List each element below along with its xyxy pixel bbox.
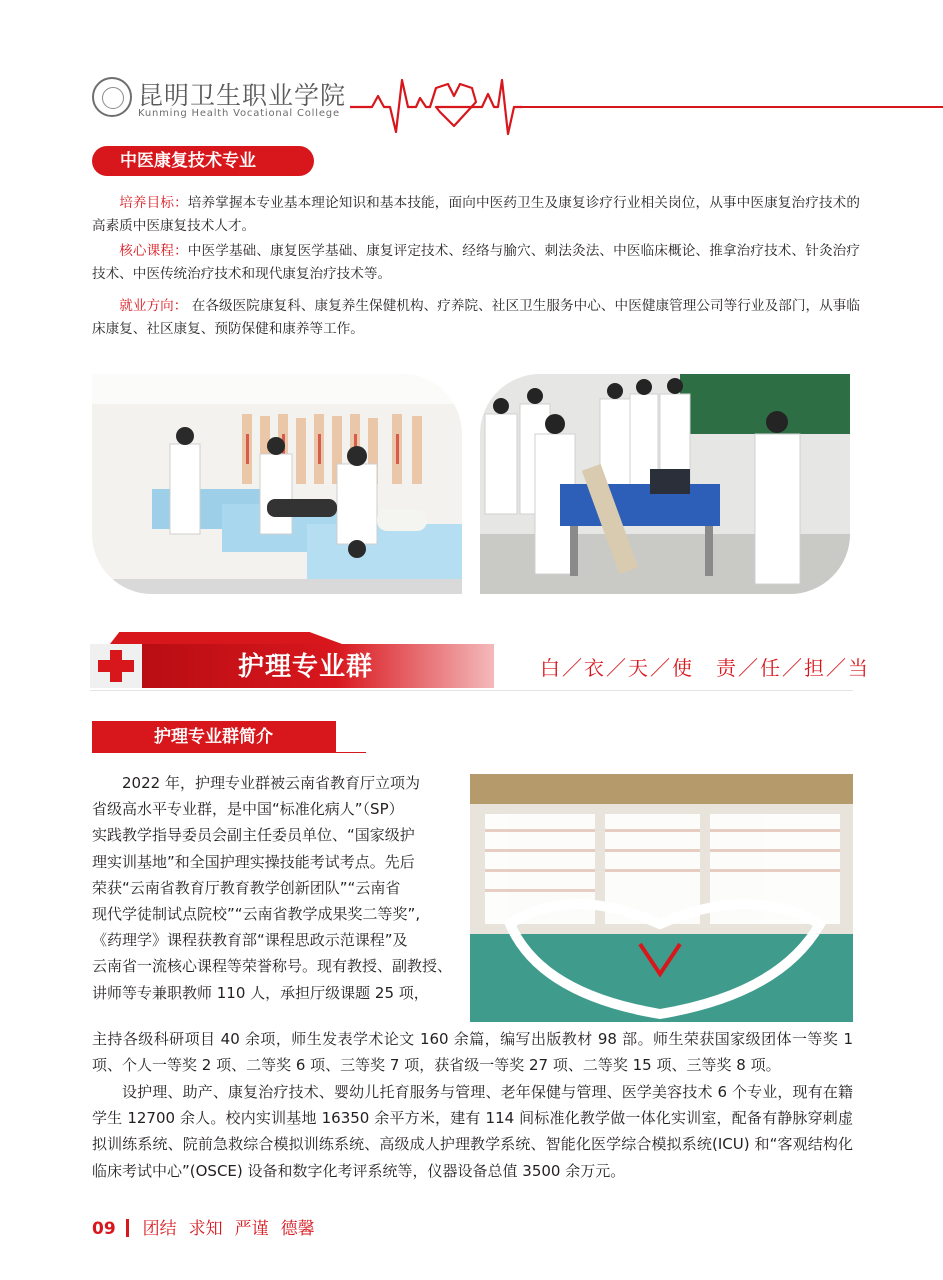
- goal-label: 培养目标：: [119, 195, 188, 211]
- courses-paragraph: [92, 240, 860, 286]
- school-name-en: Kunming Health Vocational College: [138, 108, 340, 119]
- goal-paragraph: [92, 192, 860, 238]
- section-title-tcm: 中医康复技术专业: [92, 146, 314, 176]
- nursing-banner-title: 护理专业群: [238, 652, 374, 682]
- career-label: 就业方向：: [119, 298, 188, 314]
- divider: [90, 690, 853, 691]
- nursing-research-paragraph: 主持各级科研项目 40 余项，师生发表学术论文 160 余篇，编写出版教材 98 部。师生荣获国家级团体一等奖 1 项、个人一等奖 2 项、二等奖 6 项、三等奖 7 项，获省级一等奖 27 项、二等奖 15 项、三等奖 8 项。: [92, 1030, 853, 1075]
- courses-label: 核心课程：: [119, 243, 188, 259]
- nursing-intro-wrap: [92, 770, 462, 1006]
- career-text: 在各级医院康复科、康复养生保健机构、疗养院、社区卫生服务中心、中医健康管理公司等行业及部门，从事临床康复、社区康复、预防保健和康养等工作。: [92, 298, 860, 337]
- banner-top-bar: [110, 632, 342, 644]
- intro-line: 省级高水平专业群，是中国“标准化病人”（SP）: [92, 800, 404, 819]
- page-footer: [92, 1214, 327, 1239]
- heartbeat-line-icon: [350, 72, 943, 142]
- intro-line: 2022 年，护理专业群被云南省教育厅立项为: [122, 774, 420, 792]
- rehab-demonstration-photo: [480, 374, 850, 594]
- nursing-slogan: 白／衣／天／使 责／任／担／当: [540, 656, 870, 680]
- page-number: 09: [92, 1219, 116, 1239]
- college-seal-logo: [92, 77, 132, 117]
- intro-line: 云南省一流核心课程等荣誉称号。现有教授、副教授、: [92, 957, 453, 976]
- footer-separator: [126, 1219, 129, 1237]
- motto-virtue: 德馨: [280, 1219, 315, 1239]
- motto-unity: 团结: [142, 1219, 177, 1239]
- intro-line: 理实训基地”和全国护理实操技能考试考点。先后: [92, 852, 415, 871]
- intro-line: 荣获“云南省教育厅教育教学创新团队”“云南省: [92, 878, 401, 897]
- motto-knowledge: 求知: [188, 1219, 223, 1239]
- school-name-cn: 昆明卫生职业学院: [138, 81, 347, 110]
- goal-text: 培养掌握本专业基本理论知识和基本技能，面向中医药卫生及康复诊疗行业相关岗位，从事中医康复治疗技术的高素质中医康复技术人才。: [92, 195, 861, 234]
- career-paragraph: [92, 295, 860, 341]
- intro-line: 现代学徒制试点院校”“云南省教学成果奖二等奖”,: [92, 905, 421, 924]
- massage-training-photo: [92, 374, 462, 594]
- intro-line: 讲师等专兼职教师 110 人，承担厅级课题 25 项，: [92, 983, 429, 1002]
- intro-line: 实践教学指导委员会副主任委员单位、“国家级护: [92, 826, 415, 845]
- courses-text: 中医学基础、康复医学基础、康复评定技术、经络与腧穴、刺法灸法、中医临床概论、推拿治疗技术、针灸治疗技术、中医传统治疗技术和现代康复治疗技术等。: [92, 243, 861, 282]
- nursing-majors-paragraph: 设护理、助产、康复治疗技术、婴幼儿托育服务与管理、老年保健与管理、医学美容技术 6 个专业，现有在籍学生 12700 余人。校内实训基地 16350 余平方米，建有 114 间标准化教学做一体化实训室，配备有静脉穿刺虚拟训练系统、院前急救综合模拟训练系统、高级成人护理教学系统、智能化医学综合模拟系统(ICU) 和“客观结构化临床考试中心”(OSCE) 设备和数字化考评系统等，仪器设备总值 3500 余万元。: [92, 1083, 853, 1180]
- intro-line: 《药理学》课程获教育部“课程思政示范课程”及: [92, 931, 408, 950]
- subheader-underline: [336, 752, 366, 753]
- nursing-students-formation-photo: [470, 774, 853, 1022]
- motto-rigor: 严谨: [234, 1219, 269, 1239]
- nursing-intro-title: 护理专业群简介: [92, 721, 336, 753]
- red-cross-icon: [90, 644, 142, 688]
